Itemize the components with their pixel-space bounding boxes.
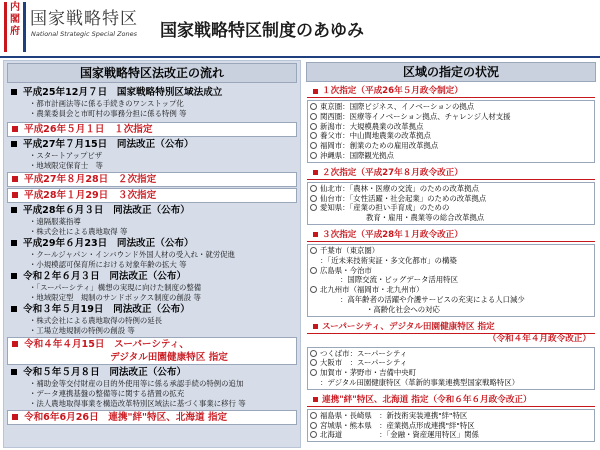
square-bullet-icon bbox=[11, 89, 17, 95]
zone-item-detail: ：国際交流・ビッグデータ活用特区 bbox=[340, 275, 458, 285]
zone-item: 福岡市：創業のための雇用改革拠点 bbox=[310, 141, 592, 151]
circle-bullet-icon bbox=[310, 359, 317, 366]
entry-detail: ・株式会社による農地取得 等 bbox=[29, 227, 128, 236]
circle-bullet-icon bbox=[310, 185, 317, 192]
zone-designation-heading: 区域の指定の状況 bbox=[306, 62, 596, 82]
zone-item: 宮城県・熊本県 ：産業拠点形成連携"絆"特区 bbox=[310, 421, 592, 431]
circle-bullet-icon bbox=[310, 152, 317, 159]
zone-item-detail: ・高齢化社会への対応 bbox=[366, 304, 440, 314]
law-revision-panel bbox=[3, 60, 301, 448]
entry-title: 平成28年６月３日 同法改正（公布） bbox=[23, 205, 190, 216]
timeline-entry bbox=[7, 337, 297, 365]
entry-title: 平成25年12月７日 国家戦略特別区域法成立 bbox=[23, 87, 223, 98]
square-bullet-icon bbox=[11, 306, 17, 312]
entry-title-continued: デジタル田園健康特区 指定 bbox=[110, 352, 228, 363]
title-divider bbox=[0, 56, 600, 58]
entry-title: 令和３年５月19日 同法改正（公布） bbox=[23, 304, 190, 315]
zone-item: 新潟市：大規模農業の改革拠点 bbox=[310, 122, 592, 132]
circle-bullet-icon bbox=[310, 204, 317, 211]
zone-item: 仙北市：「農林・医療の交流」のための改革拠点 bbox=[310, 184, 592, 194]
logo-subtitle: National Strategic Special Zones bbox=[31, 30, 138, 38]
section-title: １次指定（平成26年５月政令制定） bbox=[322, 86, 463, 96]
circle-bullet-icon bbox=[310, 286, 317, 293]
entry-detail: ・都市計画法等に係る手続きのワンストップ化 bbox=[29, 99, 184, 108]
zone-item: 仙台市：「女性活躍・社会起業」のための改革拠点 bbox=[310, 194, 592, 204]
square-bullet-icon bbox=[313, 170, 318, 175]
zone-item: 大阪市 ：スーパーシティ bbox=[310, 358, 592, 368]
entry-detail: ・株式会社による農地取得の特例の延長 bbox=[29, 316, 163, 325]
timeline-entry bbox=[7, 188, 297, 203]
circle-bullet-icon bbox=[310, 142, 317, 149]
zone-item: 愛知県：「産業の担い手育成」のための bbox=[310, 203, 592, 213]
logo bbox=[4, 2, 152, 54]
square-bullet-icon bbox=[12, 341, 18, 347]
circle-bullet-icon bbox=[310, 247, 317, 254]
circle-bullet-icon bbox=[310, 132, 317, 139]
zone-item: 東京圏：国際ビジネス、イノベーションの拠点 bbox=[310, 102, 592, 112]
logo-kanji: 内閣府 bbox=[10, 2, 20, 37]
timeline-entry bbox=[7, 204, 297, 237]
circle-bullet-icon bbox=[310, 267, 317, 274]
entry-detail: ・工場立地規制の特例の創設 等 bbox=[29, 326, 135, 335]
designation-section bbox=[307, 85, 595, 163]
square-bullet-icon bbox=[313, 232, 318, 237]
entry-title: 令和４年４月15日 スーパーシティ、 bbox=[24, 339, 189, 350]
zone-item: 広島県・今治市 bbox=[310, 266, 592, 276]
timeline-entry bbox=[7, 303, 297, 336]
zone-item: 関西圏：医療等イノベーション拠点、チャレンジ人材支援 bbox=[310, 112, 592, 122]
zone-item: 養父市：中山間地農業の改革拠点 bbox=[310, 131, 592, 141]
header bbox=[0, 0, 600, 60]
square-bullet-icon bbox=[313, 397, 318, 402]
timeline-entry bbox=[7, 138, 297, 171]
circle-bullet-icon bbox=[310, 195, 317, 202]
circle-bullet-icon bbox=[310, 350, 317, 357]
square-bullet-icon bbox=[12, 414, 18, 420]
section-title: ３次指定（平成28年１月政令改正） bbox=[322, 229, 463, 240]
designation-section bbox=[307, 167, 595, 225]
zone-item: 沖縄県：国際観光拠点 bbox=[310, 151, 592, 161]
entry-title: 令和５年５月８日 同法改正（公布） bbox=[23, 367, 187, 378]
circle-bullet-icon bbox=[310, 123, 317, 130]
timeline-entry bbox=[7, 122, 297, 137]
zone-item-detail: ：「近未来技術実証・多文化都市」の構築 bbox=[320, 255, 457, 265]
entry-title: 平成29年６月23日 同法改正（公布） bbox=[23, 238, 194, 249]
zone-item: 北九州市（福岡市・北九州市） bbox=[310, 285, 592, 295]
square-bullet-icon bbox=[11, 273, 17, 279]
entry-detail: ・補助金等交付財産の目的外使用等に係る承認手続の特例の追加 bbox=[29, 379, 244, 388]
zone-item: 千葉市（東京圏） bbox=[310, 246, 592, 256]
entry-detail: ・農業委員会と市町村の事務分担に係る特例 等 bbox=[29, 109, 187, 118]
section-title: ２次指定（平成27年８月政令改正） bbox=[322, 167, 463, 178]
entry-detail: ・遠隔服薬指導 bbox=[29, 217, 81, 226]
timeline-entry bbox=[7, 410, 297, 425]
circle-bullet-icon bbox=[310, 431, 317, 438]
zone-item: つくば市：スーパーシティ bbox=[310, 349, 592, 359]
square-bullet-icon bbox=[12, 176, 18, 182]
circle-bullet-icon bbox=[310, 369, 317, 376]
timeline-entry bbox=[7, 270, 297, 303]
section-subtitle: （令和４年４月政令改正） bbox=[487, 333, 591, 344]
entry-title: 令和２年６月３日 同法改正（公布） bbox=[23, 271, 187, 282]
logo-title: 国家戦略特区 bbox=[30, 9, 138, 29]
square-bullet-icon bbox=[11, 141, 17, 147]
entry-title: 平成27年７月15日 同法改正（公布） bbox=[23, 139, 194, 150]
zone-item: 加賀市・茅野市・吉備中央町 bbox=[310, 368, 592, 378]
entry-detail: ・「スーパーシティ」構想の実現に向けた制度の整備 bbox=[29, 283, 202, 292]
circle-bullet-icon bbox=[310, 103, 317, 110]
designation-section bbox=[307, 229, 595, 317]
zone-item: 福島県・長崎県 ：新技術実装連携"絆"特区 bbox=[310, 411, 592, 421]
square-bullet-icon bbox=[12, 126, 18, 132]
square-bullet-icon bbox=[11, 207, 17, 213]
page-title: 国家戦略特区制度のあゆみ bbox=[160, 21, 364, 41]
timeline-entry bbox=[7, 86, 297, 119]
entry-title: 平成28年１月29日 ３次指定 bbox=[24, 190, 157, 201]
timeline-entry bbox=[7, 172, 297, 187]
designation-section bbox=[307, 321, 595, 390]
designation-section bbox=[307, 394, 595, 442]
law-revision-heading: 国家戦略特区法改正の流れ bbox=[7, 63, 297, 83]
entry-detail: ・データ連携基盤の整備等に関する措置の拡充 bbox=[29, 389, 185, 398]
square-bullet-icon bbox=[12, 192, 18, 198]
zone-item: 北海道 ：「金融・資産運用特区」関係 bbox=[310, 430, 592, 440]
entry-detail: ・クールジャパン・インバウンド外国人材の受入れ・就労促進 bbox=[29, 250, 235, 259]
entry-detail: ・地域限定保育士 等 bbox=[29, 161, 103, 170]
zone-item-detail: ：デジタル田園健康特区（革新的事業連携型国家戦略特区） bbox=[320, 377, 520, 387]
entry-title: 令和6年6月26日 連携"絆"特区、北海道 指定 bbox=[24, 412, 228, 423]
circle-bullet-icon bbox=[310, 422, 317, 429]
entry-title: 平成27年８月28日 ２次指定 bbox=[24, 174, 157, 185]
square-bullet-icon bbox=[313, 89, 318, 94]
entry-detail: ・小規模認可保育所における対象年齢の拡大 等 bbox=[29, 260, 187, 269]
entry-detail: ・スタートアップビザ bbox=[29, 151, 103, 160]
section-title: 連携"絆"特区、北海道 指定（令和６年６月政令改正） bbox=[322, 394, 532, 405]
square-bullet-icon bbox=[11, 369, 17, 375]
zone-item-detail: ：高年齢者の活躍や介護サービスの充実による人口減少 bbox=[340, 294, 525, 304]
timeline-entry bbox=[7, 237, 297, 270]
section-title: スーパーシティ、デジタル田園健康特区 指定 bbox=[322, 321, 495, 332]
timeline-entry bbox=[7, 366, 297, 409]
zone-item-continued: 教育・雇用・農業等の総合改革拠点 bbox=[366, 213, 485, 223]
entry-title: 平成26年５月１日 １次指定 bbox=[24, 124, 153, 135]
circle-bullet-icon bbox=[310, 412, 317, 419]
square-bullet-icon bbox=[313, 324, 318, 329]
circle-bullet-icon bbox=[310, 113, 317, 120]
zone-designation-panel bbox=[304, 60, 598, 448]
entry-detail: ・地域限定型 規制のサンドボックス制度の創設 等 bbox=[29, 293, 201, 302]
entry-detail: ・法人農地取得事業を構造改革特別区域法に基づく事業に移行 等 bbox=[29, 399, 246, 408]
square-bullet-icon bbox=[11, 240, 17, 246]
